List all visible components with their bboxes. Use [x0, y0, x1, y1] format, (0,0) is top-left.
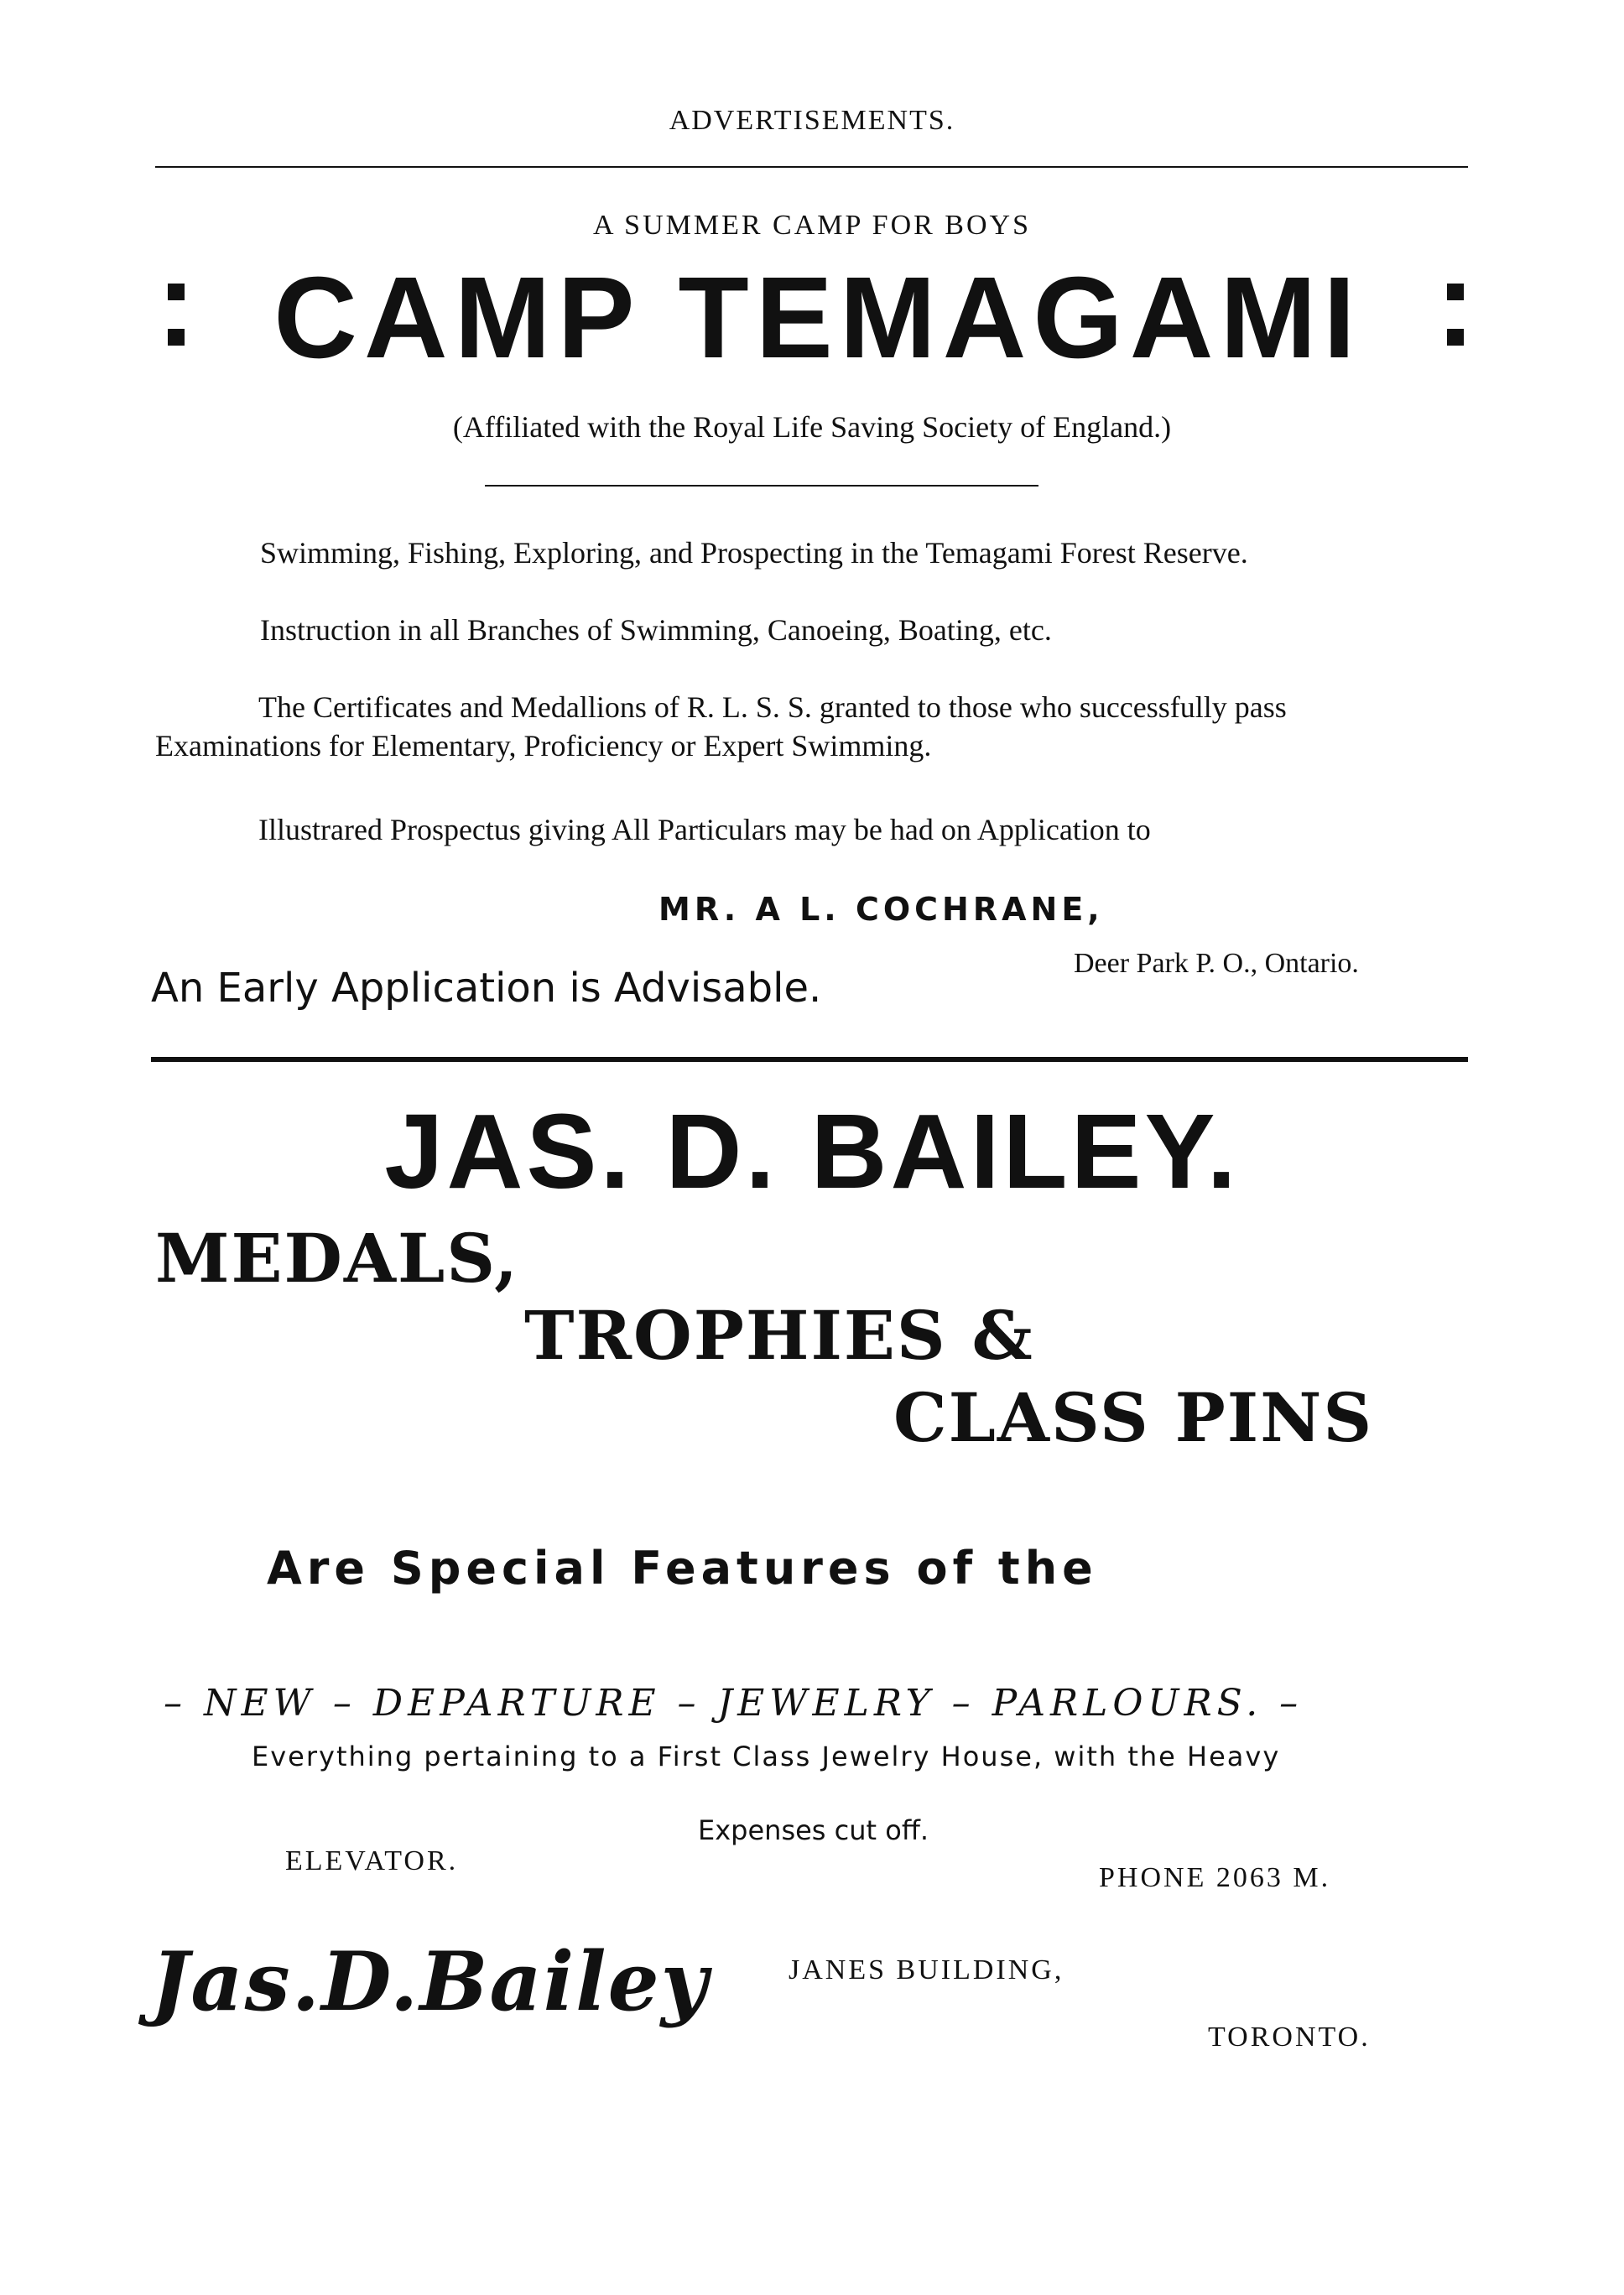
camp-divider — [485, 485, 1038, 487]
building-address: JANES BUILDING, — [789, 1954, 1064, 1985]
city-name: TORONTO. — [1208, 2022, 1371, 2053]
bailey-title: JAS. D. BAILEY. — [384, 1092, 1240, 1210]
expenses-line: Expenses cut off. — [698, 1814, 929, 1846]
section-divider — [151, 1057, 1468, 1062]
camp-subtitle: A SUMMER CAMP FOR BOYS — [593, 210, 1031, 241]
contact-name: MR. A L. COCHRANE, — [658, 891, 1104, 928]
bailey-signature-logo: Jas.D.Bailey — [151, 1934, 710, 2029]
camp-title: CAMP TEMAGAMI — [273, 253, 1362, 382]
header-rule — [155, 166, 1468, 168]
camp-instruction-line: Instruction in all Branches of Swimming, Canoeing, Boating, etc. — [260, 613, 1052, 647]
camp-affiliation: (Affiliated with the Royal Life Saving Society of England.) — [452, 410, 1172, 444]
parlours-line: – NEW – DEPARTURE – JEWELRY – PARLOURS. – — [164, 1682, 1304, 1725]
camp-examinations-line: Examinations for Elementary, Proficiency or Expert Swimming. — [155, 729, 932, 762]
camp-prospectus-line: Illustrared Prospectus giving All Particulars may be had on Application to — [258, 813, 1151, 846]
title-ornament-right — [1447, 284, 1464, 300]
contact-address: Deer Park P. O., Ontario. — [1074, 948, 1359, 979]
goods-medals: MEDALS, — [155, 1219, 519, 1298]
camp-certificates-line: The Certificates and Medallions of R. L. S. S. granted to those who successfully pass — [258, 690, 1287, 724]
elevator-label: ELEVATOR. — [285, 1845, 459, 1876]
jewelry-house-line: Everything pertaining to a First Class Jewelry House, with the Heavy — [252, 1741, 1281, 1772]
early-application-notice: An Early Application is Advisable. — [151, 965, 822, 1012]
goods-trophies: TROPHIES & — [524, 1296, 1034, 1375]
running-head: ADVERTISEMENTS. — [669, 105, 955, 136]
title-ornament-right — [1447, 329, 1464, 346]
goods-class-pins: CLASS PINS — [893, 1378, 1374, 1457]
phone-number: PHONE 2063 M. — [1099, 1862, 1331, 1893]
camp-activities-line: Swimming, Fishing, Exploring, and Prospecting in the Temagami Forest Reserve. — [260, 536, 1248, 570]
special-features-line: Are Special Features of the — [267, 1542, 1098, 1595]
